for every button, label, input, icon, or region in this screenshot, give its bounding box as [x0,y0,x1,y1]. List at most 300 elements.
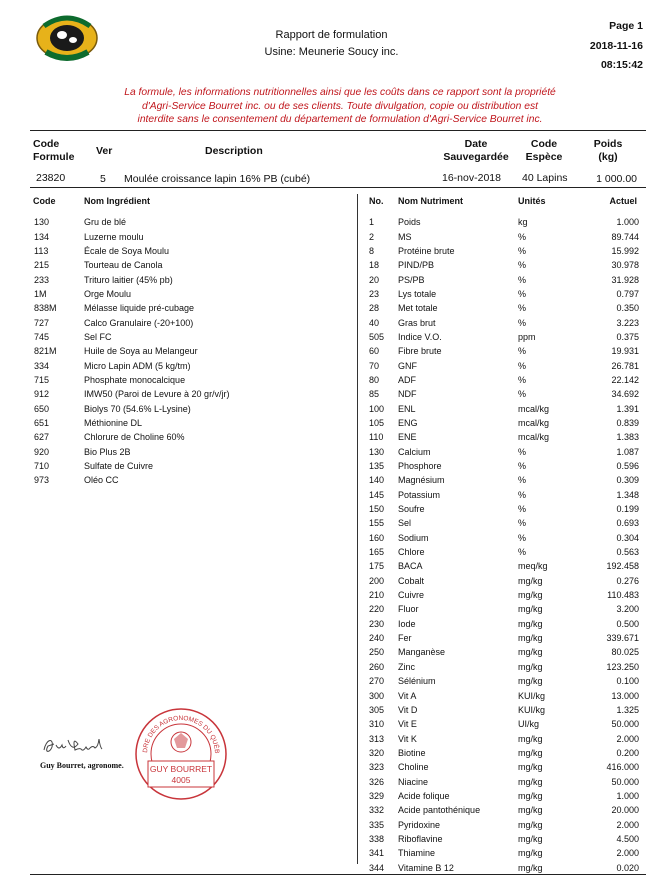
nutrient-row [369,373,639,387]
handwritten-signature [40,735,115,762]
nutrient-row [369,860,639,874]
nutrient-no: 313 [369,733,385,744]
nutrient-actual: 0.563 [616,547,639,558]
nutrients-col-name: Nom Nutriment [398,196,463,206]
divider [30,187,646,188]
nutrient-actual: 0.350 [616,303,639,314]
nutrient-actual: 80.025 [611,647,639,658]
nutrient-name: Pyridoxine [398,819,441,830]
nutrient-unit: % [518,346,527,357]
nutrient-unit: mcal/kg [518,432,550,443]
nutrient-unit: mg/kg [518,604,543,615]
ingredient-name: Orge Moulu [84,288,132,299]
nutrient-no: 85 [369,389,380,400]
ingredient-row [34,430,230,444]
nutrient-actual: 1.391 [616,403,639,414]
nutrient-unit: % [518,389,527,400]
nutrient-actual: 0.200 [616,747,639,758]
nutrient-actual: 30.978 [611,260,639,271]
nutrient-name: Biotine [398,747,426,758]
nutrient-no: 18 [369,260,380,271]
nutrient-row [369,473,639,487]
nutrient-name: Fer [398,633,412,644]
nutrient-no: 20 [369,274,380,285]
nutrient-no: 335 [369,819,385,830]
svg-text:ORDRE DES AGRONOMES DU QUÉBEC: DRE DES AGRONOMES DU QUÉB [141,715,221,754]
nutrient-name: ENG [398,417,418,428]
nutrient-no: 60 [369,346,380,357]
ingredient-row [34,229,230,243]
nutrient-name: Acide folique [398,790,450,801]
ingredient-name: Phosphate monocalcique [84,374,186,385]
nutrient-no: 332 [369,805,385,816]
report-time: 08:15:42 [600,59,643,71]
nutrient-unit: mg/kg [518,633,543,644]
nutrient-name: Sélénium [398,676,436,687]
ingredient-code: 745 [34,331,50,342]
nutrient-actual: 2.000 [616,819,639,830]
ingredient-name: Huile de Soya au Melangeur [84,346,198,357]
nutrient-row [369,602,639,616]
nutrient-actual: 50.000 [611,719,639,730]
ingredient-row [34,416,230,430]
agronomist-seal [133,706,229,802]
nutrient-unit: mg/kg [518,848,543,859]
nutrient-actual: 0.596 [616,461,639,472]
nutrient-name: Vit K [398,733,417,744]
divider [30,130,646,131]
report-date: 2018-11-16 [589,40,643,52]
nutrient-name: ENE [398,432,417,443]
nutrient-name: GNF [398,360,417,371]
ingredient-row [34,473,230,487]
nutrients-col-unit: Unités [518,196,546,206]
nutrient-actual: 50.000 [611,776,639,787]
nutrient-no: 110 [369,432,384,443]
nutrient-no: 230 [369,618,385,629]
nutrient-unit: KUI/kg [518,690,546,701]
ingredient-row [34,258,230,272]
col-poids: Poids (kg) [593,138,623,163]
nutrient-name: BACA [398,561,423,572]
nutrient-unit: UI/kg [518,719,540,730]
nutrient-name: Protéine brute [398,245,455,256]
nutrient-no: 270 [369,676,385,687]
nutrient-row [369,330,639,344]
nutrient-no: 70 [369,360,380,371]
nutrient-actual: 0.797 [616,288,639,299]
nutrient-name: Niacine [398,776,429,787]
nutrient-unit: mg/kg [518,733,543,744]
nutrient-unit: mg/kg [518,618,543,629]
nutrient-actual: 26.781 [611,360,639,371]
nutrient-actual: 2.000 [616,733,639,744]
nutrient-actual: 34.692 [611,389,639,400]
notice-line: La formule, les informations nutritionnelles ainsi que les coûts dans ce rapport sont la propriété [124,87,556,98]
nutrient-actual: 1.325 [616,704,639,715]
ingredient-row [34,287,230,301]
nutrient-row [369,688,639,702]
ingredient-row [34,215,230,229]
nutrient-unit: % [518,446,527,457]
nutrient-actual: 0.304 [616,532,639,543]
formula-date: 16-nov-2018 [442,172,501,184]
page-number: Page 1 [609,20,643,32]
nutrient-unit: kg [518,217,528,228]
nutrient-row [369,401,639,415]
nutrient-actual: 1.087 [616,446,639,457]
nutrient-unit: % [518,260,527,271]
nutrient-name: Sodium [398,532,429,543]
nutrient-actual: 13.000 [611,690,639,701]
col-code-formule: Code Formule [33,138,75,163]
ingredients-table [34,215,230,488]
ingredient-row [34,272,230,286]
nutrient-actual: 20.000 [611,805,639,816]
nutrient-unit: mg/kg [518,776,543,787]
ingredient-code: 215 [34,260,50,271]
nutrient-actual: 1.348 [616,489,639,500]
nutrient-name: Choline [398,762,429,773]
nutrient-unit: mg/kg [518,762,543,773]
nutrient-unit: % [518,274,527,285]
nutrient-row [369,617,639,631]
svg-text:4005: 4005 [171,775,191,785]
notice-line: interdite sans le consentement du département de formulation d'Agri-Service Bourret inc. [137,114,543,125]
nutrient-unit: % [518,489,527,500]
nutrient-row [369,358,639,372]
nutrient-name: Magnésium [398,475,445,486]
ingredient-name: Oléo CC [84,475,119,486]
nutrient-name: Cobalt [398,575,425,586]
ingredient-name: IMW50 (Paroi de Levure à 20 gr/v/jr) [84,389,230,400]
nutrient-unit: mg/kg [518,805,543,816]
nutrient-unit: mg/kg [518,676,543,687]
nutrient-row [369,731,639,745]
nutrient-unit: % [518,317,527,328]
nutrient-row [369,287,639,301]
nutrient-no: 344 [369,862,385,873]
nutrient-unit: mg/kg [518,833,543,844]
nutrient-no: 80 [369,374,380,385]
nutrient-no: 329 [369,790,385,801]
nutrient-no: 323 [369,762,385,773]
ingredient-name: Tourteau de Canola [84,260,163,271]
ingredient-name: Sel FC [84,331,112,342]
ingredient-row [34,401,230,415]
nutrient-row [369,631,639,645]
nutrient-row [369,272,639,286]
ingredient-code: 1M [34,288,47,299]
nutrient-actual: 1.383 [616,432,639,443]
nutrient-unit: mg/kg [518,790,543,801]
nutrient-name: PIND/PB [398,260,435,271]
nutrient-no: 320 [369,747,385,758]
ingredient-row [34,244,230,258]
nutrient-row [369,703,639,717]
nutrient-no: 326 [369,776,385,787]
nutrient-unit: mg/kg [518,862,543,873]
ingredient-name: Chlorure de Choline 60% [84,432,185,443]
nutrient-unit: % [518,374,527,385]
nutrient-actual: 15.992 [611,245,639,256]
nutrient-name: Fibre brute [398,346,442,357]
nutrient-name: Met totale [398,303,438,314]
nutrient-row [369,789,639,803]
col-date-sauvegardee: Date Sauvegardée [443,138,509,163]
ingredient-name: Bio Plus 2B [84,446,131,457]
ingredients-col-code: Code [33,196,56,206]
nutrient-name: Acide pantothénique [398,805,481,816]
ingredient-name: Écale de Soya Moulu [84,245,170,256]
nutrient-no: 165 [369,547,385,558]
nutrient-row [369,502,639,516]
nutrient-no: 338 [369,833,385,844]
nutrient-name: Lys totale [398,288,437,299]
nutrient-actual: 416.000 [606,762,639,773]
nutrient-no: 200 [369,575,385,586]
ingredient-name: Sulfate de Cuivre [84,461,154,472]
ingredient-name: Trituro laitier (45% pb) [84,274,173,285]
ingredients-col-name: Nom Ingrédient [84,196,151,206]
nutrient-row [369,774,639,788]
nutrient-no: 150 [369,504,385,515]
ingredient-name: Micro Lapin ADM (5 kg/tm) [84,360,191,371]
ingredient-name: Biolys 70 (54.6% L-Lysine) [84,403,191,414]
col-ver: Ver [96,145,113,157]
nutrient-unit: mg/kg [518,819,543,830]
nutrient-actual: 123.250 [606,661,639,672]
confidentiality-notice [60,86,620,127]
nutrient-name: Sel [398,518,412,529]
ingredient-row [34,373,230,387]
ingredient-code: 651 [34,417,50,428]
nutrient-name: Zinc [398,661,416,672]
nutrient-name: MS [398,231,412,242]
nutrient-unit: mcal/kg [518,417,550,428]
nutrient-no: 210 [369,590,385,601]
nutrient-name: Phosphore [398,461,442,472]
nutrient-unit: mg/kg [518,590,543,601]
nutrient-row [369,459,639,473]
ingredient-name: Gru de blé [84,217,127,228]
nutrient-no: 1 [369,217,375,228]
ingredient-code: 233 [34,274,50,285]
nutrient-no: 155 [369,518,385,529]
nutrient-unit: % [518,231,527,242]
nutrient-no: 105 [369,417,385,428]
nutrient-row [369,846,639,860]
divider [30,874,646,875]
nutrient-no: 260 [369,661,385,672]
ingredient-row [34,344,230,358]
formula-ver: 5 [100,173,106,185]
nutrient-unit: KUI/kg [518,704,546,715]
nutrient-no: 28 [369,303,380,314]
nutrient-unit: mg/kg [518,661,543,672]
nutrient-name: Vit E [398,719,417,730]
formula-poids: 1 000.00 [596,173,637,185]
nutrient-actual: 0.020 [616,862,639,873]
nutrient-name: Riboflavine [398,833,443,844]
ingredient-row [34,358,230,372]
nutrient-actual: 0.309 [616,475,639,486]
ingredient-row [34,387,230,401]
nutrient-unit: % [518,475,527,486]
nutrient-no: 160 [369,532,385,543]
nutrient-row [369,803,639,817]
nutrient-row [369,588,639,602]
nutrient-name: Poids [398,217,421,228]
nutrient-actual: 31.928 [611,274,639,285]
nutrient-row [369,229,639,243]
nutrient-name: Thiamine [398,848,436,859]
nutrient-unit: % [518,532,527,543]
nutrient-row [369,344,639,358]
nutrient-row [369,387,639,401]
ingredient-row [34,301,230,315]
nutrient-no: 240 [369,633,385,644]
nutrient-no: 175 [369,561,385,572]
nutrient-actual: 0.693 [616,518,639,529]
nutrient-row [369,545,639,559]
nutrient-name: Calcium [398,446,431,457]
nutrient-row [369,445,639,459]
ingredient-code: 113 [34,245,49,256]
nutrient-actual: 0.375 [616,331,639,342]
nutrient-unit: % [518,360,527,371]
nutrient-row [369,760,639,774]
nutrient-no: 250 [369,647,385,658]
ingredient-name: Luzerne moulu [84,231,144,242]
report-title: Rapport de formulation [275,29,388,41]
ingredient-name: Méthionine DL [84,417,143,428]
ingredient-row [34,459,230,473]
nutrient-row [369,301,639,315]
nutrient-unit: % [518,245,527,256]
nutrient-name: Manganèse [398,647,446,658]
nutrient-no: 341 [369,848,385,859]
ingredient-code: 727 [34,317,50,328]
nutrient-row [369,244,639,258]
nutrient-unit: % [518,303,527,314]
ingredient-code: 715 [34,374,50,385]
nutrient-actual: 1.000 [616,790,639,801]
nutrient-no: 2 [369,231,375,242]
col-description: Description [205,145,263,157]
nutrient-actual: 4.500 [616,833,639,844]
column-separator [357,194,358,864]
nutrient-row [369,430,639,444]
nutrient-name: Vit A [398,690,417,701]
ingredient-code: 973 [34,475,50,486]
nutrient-name: ADF [398,374,416,385]
nutrient-actual: 89.744 [611,231,639,242]
nutrients-col-actual: Actuel [609,196,637,206]
nutrient-name: PS/PB [398,274,425,285]
nutrient-actual: 110.483 [607,590,639,601]
nutrient-name: Indice V.O. [398,331,442,342]
nutrient-no: 130 [369,446,385,457]
nutrient-row [369,746,639,760]
nutrient-name: Potassium [398,489,441,500]
nutrient-no: 23 [369,288,380,299]
nutrient-no: 145 [369,489,385,500]
nutrient-row [369,717,639,731]
nutrient-actual: 3.200 [616,604,639,615]
nutrient-name: Fluor [398,604,419,615]
ingredient-row [34,330,230,344]
nutrient-actual: 19.931 [611,346,639,357]
nutrient-actual: 0.276 [616,575,639,586]
nutrient-actual: 1.000 [616,217,639,228]
nutrient-actual: 2.000 [616,848,639,859]
nutrient-actual: 0.500 [616,618,639,629]
nutrient-unit: % [518,547,527,558]
nutrients-col-no: No. [369,196,384,206]
ingredient-code: 920 [34,446,50,457]
nutrient-row [369,660,639,674]
col-code-espece: Code Espèce [525,138,563,163]
ingredient-row [34,445,230,459]
formula-espece: 40 Lapins [522,172,568,184]
ingredient-code: 334 [34,360,50,371]
nutrient-no: 8 [369,245,375,256]
nutrient-row [369,215,639,229]
nutrient-name: ENL [398,403,416,414]
nutrient-name: Vit D [398,704,418,715]
nutrient-actual: 339.671 [606,633,639,644]
nutrient-row [369,559,639,573]
nutrient-unit: meq/kg [518,561,548,572]
nutrient-actual: 192.458 [606,561,639,572]
nutrient-no: 505 [369,331,385,342]
nutrient-row [369,516,639,530]
ingredient-name: Calco Granulaire (-20+100) [84,317,194,328]
formula-code: 23820 [36,172,66,184]
ingredient-code: 821M [34,346,57,357]
nutrient-row [369,488,639,502]
ingredient-code: 130 [34,217,50,228]
nutrient-row [369,315,639,329]
nutrient-unit: mg/kg [518,747,543,758]
nutrient-row [369,645,639,659]
nutrient-name: Gras brut [398,317,436,328]
nutrient-no: 220 [369,604,385,615]
nutrient-row [369,817,639,831]
nutrient-name: NDF [398,389,417,400]
nutrient-name: Iode [398,618,416,629]
nutrient-actual: 0.839 [616,417,639,428]
nutrient-no: 135 [369,461,385,472]
nutrient-row [369,416,639,430]
nutrient-no: 310 [369,719,385,730]
nutrient-name: Cuivre [398,590,425,601]
nutrient-actual: 0.199 [616,504,639,515]
nutrient-no: 100 [369,403,385,414]
nutrient-actual: 0.100 [616,676,639,687]
usine-label: Usine: Meunerie Soucy inc. [264,46,399,58]
nutrient-unit: % [518,461,527,472]
ingredient-code: 912 [34,389,50,400]
nutrient-no: 305 [369,704,385,715]
nutrient-unit: % [518,288,527,299]
nutrients-table [369,215,639,875]
nutrient-name: Chlore [398,547,425,558]
ingredient-code: 134 [34,231,50,242]
nutrient-unit: mg/kg [518,575,543,586]
nutrient-unit: mg/kg [518,647,543,658]
